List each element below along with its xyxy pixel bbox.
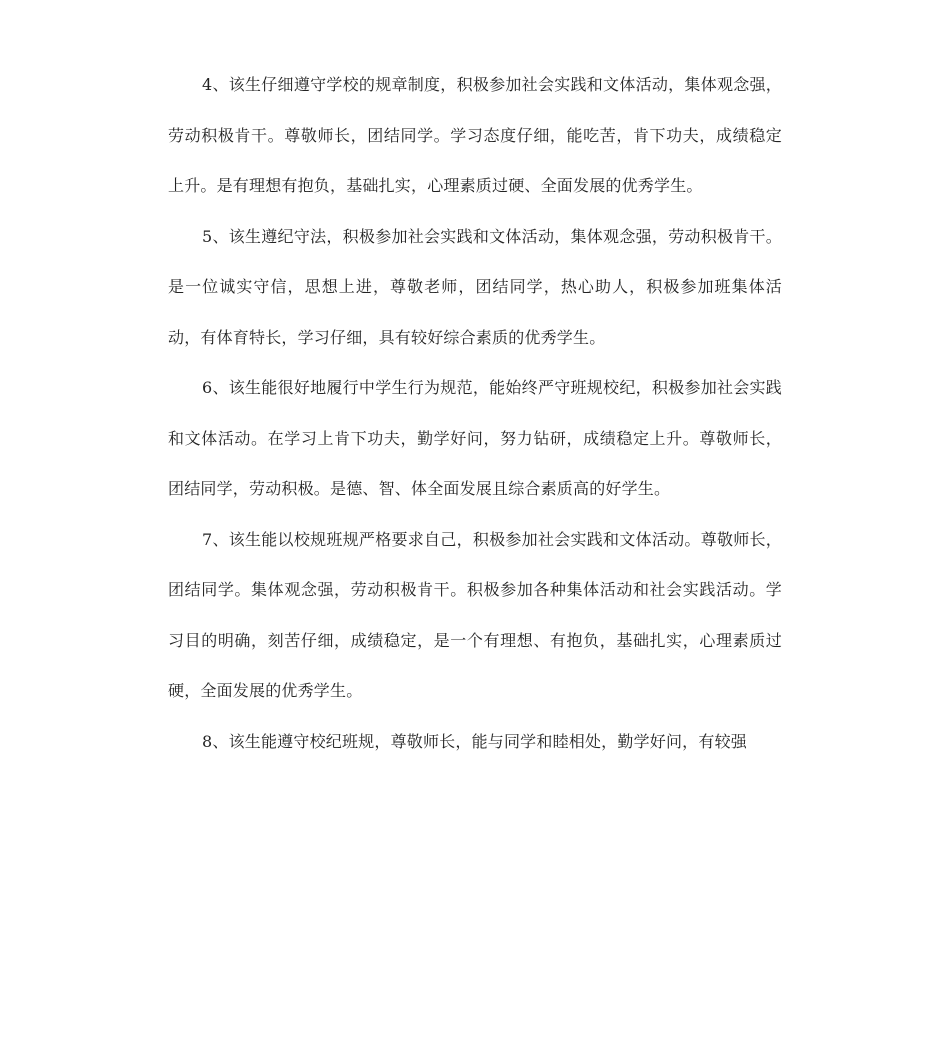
- paragraph-6: 6、该生能很好地履行中学生行为规范，能始终严守班规校纪，积极参加社会实践和文体活动。在学习上肯下功夫，勤学好问，努力钻研，成绩稳定上升。尊敬师长，团结同学，劳动积极。是德、智、体全面发展且综合素质高的好学生。: [168, 378, 782, 498]
- document-page: [168, 60, 782, 767]
- paragraph-7: 7、该生能以校规班规严格要求自己，积极参加社会实践和文体活动。尊敬师长，团结同学。集体观念强，劳动积极肯干。积极参加各种集体活动和社会实践活动。学习目的明确，刻苦仔细，成绩稳定，是一个有理想、有抱负，基础扎实，心理素质过硬，全面发展的优秀学生。: [168, 529, 782, 700]
- paragraph-5: 5、该生遵纪守法，积极参加社会实践和文体活动，集体观念强，劳动积极肯干。是一位诚实守信，思想上进，尊敬老师，团结同学，热心助人，积极参加班集体活动，有体育特长，学习仔细，具有较好综合素质的优秀学生。: [168, 226, 782, 347]
- paragraph-8: 8、该生能遵守校纪班规，尊敬师长，能与同学和睦相处，勤学好问，有较强: [202, 731, 747, 751]
- paragraph-4: 4、该生仔细遵守学校的规章制度，积极参加社会实践和文体活动，集体观念强，劳动积极肯干。尊敬师长，团结同学。学习态度仔细，能吃苦，肯下功夫，成绩稳定上升。是有理想有抱负，基础扎实，心理素质过硬、全面发展的优秀学生。: [168, 75, 782, 195]
